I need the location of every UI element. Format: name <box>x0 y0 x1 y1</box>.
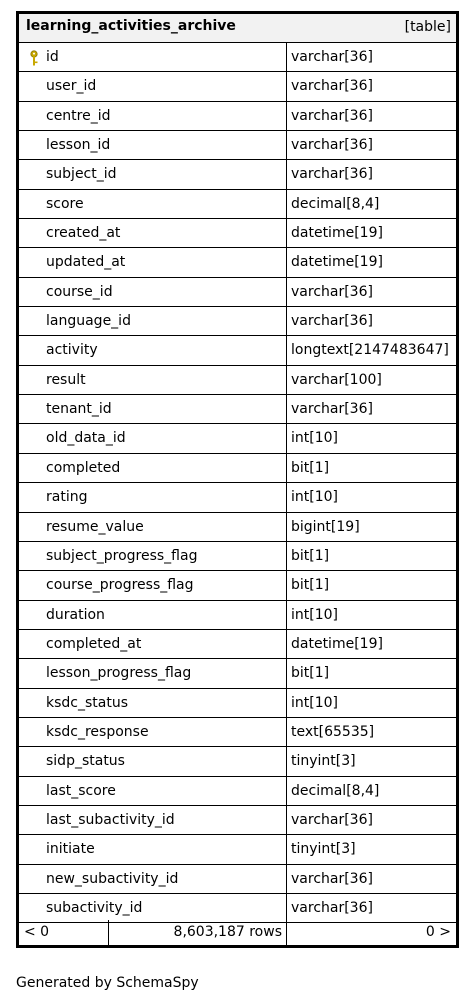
column-type: int[10] <box>291 694 338 711</box>
column-type: bit[1] <box>291 665 330 682</box>
column-name: completed <box>19 454 287 482</box>
column-row <box>19 571 456 600</box>
column-name: last_score <box>19 777 287 805</box>
column-list <box>19 43 456 923</box>
column-name: user_id <box>19 72 287 100</box>
column-name: initiate <box>19 835 287 863</box>
column-row <box>19 336 456 365</box>
column-row <box>19 483 456 512</box>
column-type: tinyint[3] <box>291 841 356 858</box>
column-row <box>19 219 456 248</box>
column-name: new_subactivity_id <box>19 865 287 893</box>
column-row <box>19 43 456 72</box>
column-name: lesson_progress_flag <box>19 659 287 687</box>
column-name: score <box>19 190 287 218</box>
column-type: datetime[19] <box>291 254 383 271</box>
column-row <box>19 102 456 131</box>
column-row <box>19 659 456 688</box>
column-row <box>19 395 456 424</box>
column-name: course_progress_flag <box>19 571 287 599</box>
table-footer <box>19 920 456 945</box>
column-type: datetime[19] <box>291 635 383 652</box>
column-type: varchar[36] <box>291 166 373 183</box>
column-name: completed_at <box>19 630 287 658</box>
column-row <box>19 190 456 219</box>
column-name: last_subactivity_id <box>19 806 287 834</box>
table-entity <box>16 11 459 948</box>
column-name: lesson_id <box>19 131 287 159</box>
column-type: varchar[36] <box>291 899 373 916</box>
column-name: activity <box>19 336 287 364</box>
column-row <box>19 601 456 630</box>
column-name: ksdc_status <box>19 689 287 717</box>
column-name: id <box>19 43 287 71</box>
column-type: longtext[2147483647] <box>291 342 449 359</box>
column-type: varchar[36] <box>291 137 373 154</box>
parents-count: < 0 <box>19 920 109 945</box>
column-row <box>19 513 456 542</box>
column-row <box>19 777 456 806</box>
column-row <box>19 366 456 395</box>
table-name: learning_activities_archive <box>26 18 236 34</box>
column-name: subject_id <box>19 160 287 188</box>
column-type: varchar[36] <box>291 401 373 418</box>
row-count: 8,603,187 rows <box>109 920 287 945</box>
column-type: int[10] <box>291 430 338 447</box>
column-row <box>19 747 456 776</box>
table-type-label: [table] <box>404 19 451 35</box>
column-name: resume_value <box>19 513 287 541</box>
column-type: int[10] <box>291 606 338 623</box>
column-type: text[65535] <box>291 723 375 740</box>
column-name: result <box>19 366 287 394</box>
column-name: sidp_status <box>19 747 287 775</box>
column-type: varchar[36] <box>291 107 373 124</box>
column-row <box>19 835 456 864</box>
column-name: centre_id <box>19 102 287 130</box>
column-name: subject_progress_flag <box>19 542 287 570</box>
column-name: language_id <box>19 307 287 335</box>
column-name: subactivity_id <box>19 894 287 922</box>
column-type: varchar[36] <box>291 78 373 95</box>
column-type: varchar[100] <box>291 371 382 388</box>
column-row <box>19 248 456 277</box>
column-row <box>19 542 456 571</box>
column-name: tenant_id <box>19 395 287 423</box>
column-type: int[10] <box>291 489 338 506</box>
column-name: updated_at <box>19 248 287 276</box>
column-type: decimal[8,4] <box>291 782 380 799</box>
column-row <box>19 72 456 101</box>
column-row <box>19 424 456 453</box>
column-type: bigint[19] <box>291 518 360 535</box>
column-type: varchar[36] <box>291 870 373 887</box>
table-header <box>19 14 456 43</box>
column-row <box>19 454 456 483</box>
column-name: course_id <box>19 278 287 306</box>
column-row <box>19 865 456 894</box>
column-type: tinyint[3] <box>291 753 356 770</box>
column-row <box>19 689 456 718</box>
column-type: varchar[36] <box>291 49 373 65</box>
column-row <box>19 630 456 659</box>
column-type: varchar[36] <box>291 313 373 330</box>
column-type: bit[1] <box>291 547 330 564</box>
column-row <box>19 718 456 747</box>
column-name: ksdc_response <box>19 718 287 746</box>
column-row <box>19 160 456 189</box>
column-row <box>19 806 456 835</box>
column-type: bit[1] <box>291 577 330 594</box>
column-type: varchar[36] <box>291 283 373 300</box>
column-row <box>19 307 456 336</box>
column-row <box>19 278 456 307</box>
column-type: decimal[8,4] <box>291 195 380 212</box>
column-row <box>19 131 456 160</box>
column-type: datetime[19] <box>291 225 383 242</box>
generated-by-label: Generated by SchemaSpy <box>16 975 199 991</box>
column-name: rating <box>19 483 287 511</box>
column-type: bit[1] <box>291 459 330 476</box>
column-name: duration <box>19 601 287 629</box>
column-name: old_data_id <box>19 424 287 452</box>
column-row <box>19 894 456 923</box>
column-type: varchar[36] <box>291 811 373 828</box>
column-name: created_at <box>19 219 287 247</box>
children-count: 0 > <box>425 924 451 940</box>
